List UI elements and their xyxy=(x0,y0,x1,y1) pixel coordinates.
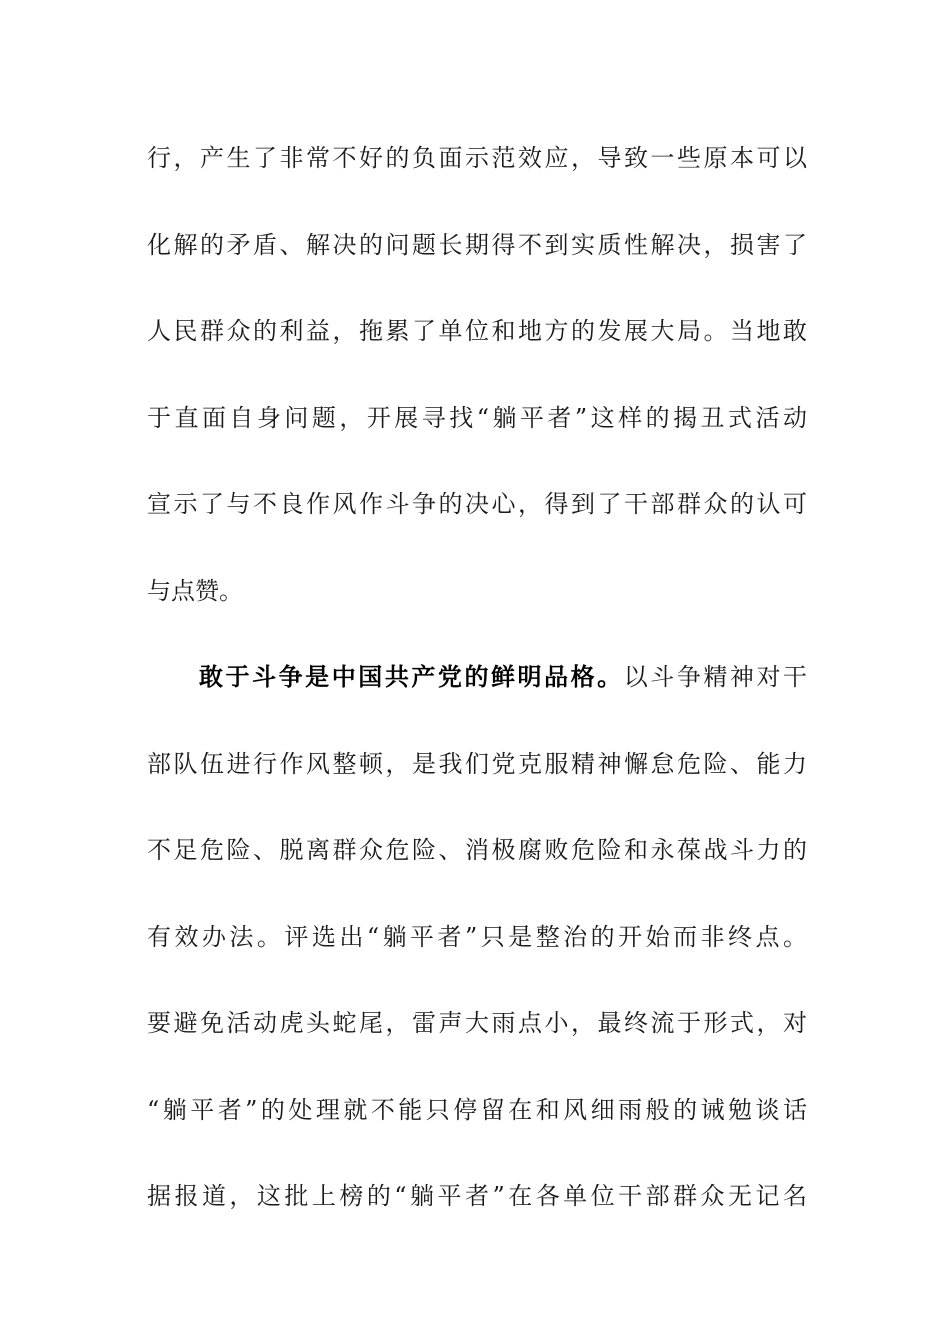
paragraph-line: 不足危险、脱离群众危险、消极腐败危险和永葆战斗力的 xyxy=(147,836,807,864)
paragraph-line: 据报道，这批上榜的“躺平者”在各单位干部群众无记名 xyxy=(147,1182,807,1210)
paragraph-line: 要避免活动虎头蛇尾，雷声大雨点小，最终流于形式，对 xyxy=(147,1009,807,1037)
paragraph-line: 行，产生了非常不好的负面示范效应，导致一些原本可以 xyxy=(147,144,807,172)
paragraph-lead-line xyxy=(147,647,807,734)
paragraph-line: 有效办法。评选出“躺平者”只是整治的开始而非终点。 xyxy=(147,922,807,951)
bold-lead-sentence: 敢于斗争是中国共产党的鲜明品格。 xyxy=(199,662,624,691)
lead-sentence-rest: 以斗争精神对干 xyxy=(623,663,808,691)
document-body xyxy=(147,128,807,1253)
paragraph-line: 于直面自身问题，开展寻找“躺平者”这样的揭丑式活动 xyxy=(147,403,807,432)
paragraph-line: 宣示了与不良作风作斗争的决心，得到了干部群众的认可 xyxy=(147,490,807,518)
paragraph-line: “躺平者”的处理就不能只停留在和风细雨般的诫勉谈话 xyxy=(147,1095,807,1124)
paragraph-line: 人民群众的利益，拖累了单位和地方的发展大局。当地敢 xyxy=(147,317,807,345)
paragraph-line: 化解的矛盾、解决的问题长期得不到实质性解决，损害了 xyxy=(147,230,807,259)
paragraph-line: 部队伍进行作风整顿，是我们党克服精神懈怠危险、能力 xyxy=(147,749,807,778)
paragraph-line: 与点赞。 xyxy=(147,576,243,605)
